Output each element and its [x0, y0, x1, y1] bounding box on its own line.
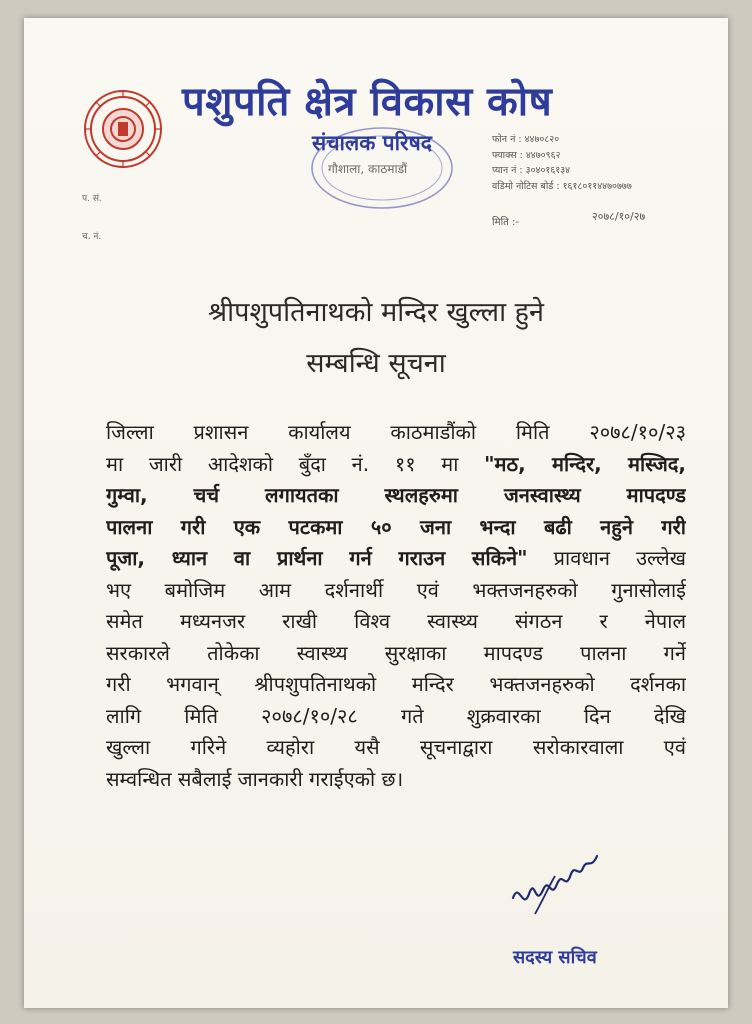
body-line: लागि मिति २०७८/१०/२८ गते शुक्रवारका दिन देखि [106, 703, 686, 728]
org-address: गौशाला, काठमाडौं [328, 162, 408, 176]
notice-body [106, 417, 686, 795]
org-name: पशुपति क्षेत्र विकास कोष [182, 79, 553, 125]
date-label: मिति :- [492, 217, 520, 228]
body-line: समेत मध्यनजर राखी विश्व स्वास्थ्य संगठन र नेपाल [106, 609, 686, 633]
contact-block [492, 132, 692, 194]
body-line-2-bold: "मठ, मन्दिर, मस्जिद, [484, 451, 686, 476]
org-subtitle: संचालक परिषद [312, 131, 432, 155]
date-value: २०७८/१०/२७ [592, 210, 646, 223]
body-line-5-plain: प्रावधान उल्लेख [527, 546, 686, 570]
signature [505, 826, 605, 926]
body-line-5-bold: पूजा, ध्यान वा प्रार्थना गर्न गराउन सकिने" [106, 546, 528, 570]
notice-title-line1: श्रीपशुपतिनाथको मन्दिर खुल्ला हुने [208, 297, 544, 328]
notice-title-line2: सम्बन्धि सूचना [306, 348, 446, 379]
body-line: भए बमोजिम आम दर्शनार्थी एवं भक्तजनहरुको गुनासोलाई [106, 577, 686, 602]
ref-patra: प. सं. [82, 194, 102, 204]
contact-notice-board: वडिमो नोटिस बोर्ड : १६१८०११४४७०७७७ [492, 180, 632, 192]
contact-phone: फोन नं : ४४७०८२० [492, 134, 560, 145]
body-line-2 [106, 449, 686, 481]
ref-chalani: च. नं. [82, 232, 102, 242]
body-line: जिल्ला प्रशासन कार्यालय काठमाडौंको मिति २०७८/१०/२३ [106, 420, 686, 444]
body-line: पालना गरी एक पटकमा ५० जना भन्दा बढी नहुने गरी [106, 514, 686, 539]
org-logo [82, 88, 164, 170]
body-line-5 [106, 543, 686, 575]
body-line: खुल्ला गरिने व्यहोरा यसै सूचनाद्वारा सरोकारवाला एवं [106, 735, 686, 759]
reference-block [82, 180, 102, 256]
body-line: सम्वन्धित सबैलाई जानकारी गराईएको छ। [106, 766, 404, 791]
contact-pan: प्यान नं : ३०४०१६१३४ [492, 165, 571, 176]
signatory-title: सदस्य सचिव [513, 947, 597, 968]
body-line-2-plain: मा जारी आदेशको बुँदा नं. ११ मा [106, 451, 485, 476]
body-line: गुम्वा, चर्च लगायतका स्थलहरुमा जनस्वास्थ्य मापदण्ड [106, 483, 686, 507]
body-line: सरकारले तोकेका स्वास्थ्य सुरक्षाका मापदण्ड पालना गर्ने [106, 640, 686, 665]
body-line: गरी भगवान् श्रीपशुपतिनाथको मन्दिर भक्तजनहरुको दर्शनका [106, 672, 686, 696]
contact-fax: फ्याक्स : ४४७०९६२ [492, 149, 561, 161]
